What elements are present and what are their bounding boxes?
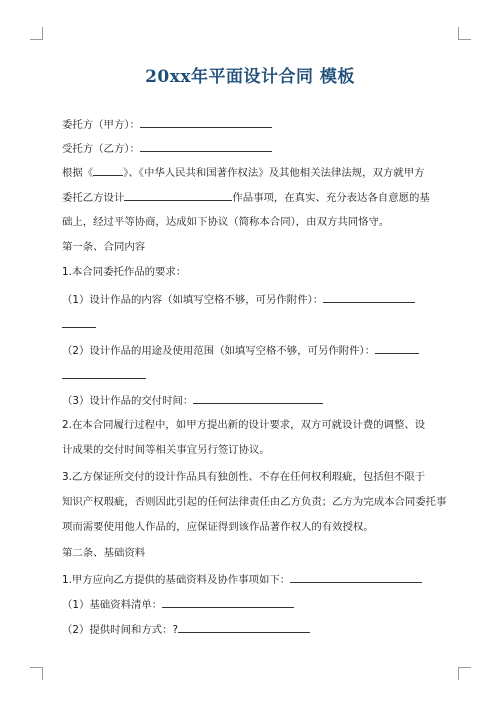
law-name-blank[interactable]	[93, 165, 123, 176]
clause-1-1-item-1: （1）设计作品的内容（如填写空格不够，可另作附件）：	[62, 292, 442, 307]
design-content-blank[interactable]	[323, 292, 415, 303]
clause-2-1: 1.甲方应向乙方提供的基础资料及协作事项如下：	[62, 572, 442, 587]
materials-list-blank[interactable]	[290, 572, 422, 583]
clause-2-1-item-1: （1）基础资料清单：	[62, 597, 442, 612]
clause-1-3-line-2: 知识产权瑕疵，否则因此引起的任何法律责任由乙方负责；乙方为完成本合同委托事	[62, 496, 447, 508]
clause-1-3-line-3: 项而需要使用他人作品的，应保证得到该作品著作权人的有效授权。	[62, 521, 374, 533]
basic-materials-blank[interactable]	[162, 597, 294, 608]
delivery-method-blank[interactable]	[178, 622, 310, 633]
section-2-heading: 第二条、基础资料	[62, 547, 146, 559]
clause-1-3-line-1: 3.乙方保证所交付的设计作品具有独创性、不存在任何权利瑕疵，包括但不限于	[62, 471, 426, 483]
usage-scope-blank[interactable]	[375, 343, 419, 354]
client-party-line	[62, 117, 442, 132]
clause-1-1-item-2-cont	[62, 368, 442, 383]
client-party-label: 委托方（甲方）：	[62, 119, 140, 131]
clause-1-1-item-2: （2）设计作品的用途及使用范围（如填写空格不够，可另作附件）：	[62, 343, 442, 358]
contractor-party-label: 受托方（乙方）：	[62, 143, 140, 155]
crop-mark-bottom-left	[30, 667, 43, 680]
contractor-party-blank[interactable]	[140, 141, 272, 152]
clause-1-1-item-1-cont	[62, 317, 442, 332]
crop-mark-bottom-right	[458, 667, 471, 680]
clause-1-1-item-3: （3）设计作品的交付时间：	[62, 393, 442, 408]
document-title: 20xx年平面设计合同 模板	[145, 67, 355, 87]
section-1-heading: 第一条、合同内容	[62, 241, 146, 253]
preamble-line-2: 委托乙方设计 作品事项，在真实、充分表达各自意愿的基	[62, 192, 430, 204]
clause-1-2-line-2: 计成果的交付时间等相关事宜另行签订协议。	[62, 444, 270, 456]
contractor-party-line	[62, 141, 442, 156]
preamble-line-3: 础上，经过平等协商，达成如下协议（简称本合同），由双方共同恪守。	[62, 216, 390, 228]
clause-1-1: 1.本合同委托作品的要求：	[62, 266, 187, 278]
clause-2-1-item-2: （2）提供时间和方式：?	[62, 622, 442, 637]
clause-1-2-line-1: 2.在本合同履行过程中，如甲方提出新的设计要求，双方可就设计费的调整、设	[62, 419, 426, 431]
client-party-blank[interactable]	[140, 117, 272, 128]
preamble-line-1: 根据《 》、《中华人民共和国著作权法》及其他相关法律法规，双方就甲方	[62, 167, 425, 179]
crop-mark-top-right	[458, 27, 471, 40]
delivery-time-blank[interactable]	[193, 393, 323, 404]
design-work-blank[interactable]	[124, 190, 232, 201]
usage-scope-blank-cont[interactable]	[62, 368, 146, 379]
crop-mark-top-left	[30, 27, 43, 40]
design-content-blank-cont[interactable]	[62, 317, 96, 328]
